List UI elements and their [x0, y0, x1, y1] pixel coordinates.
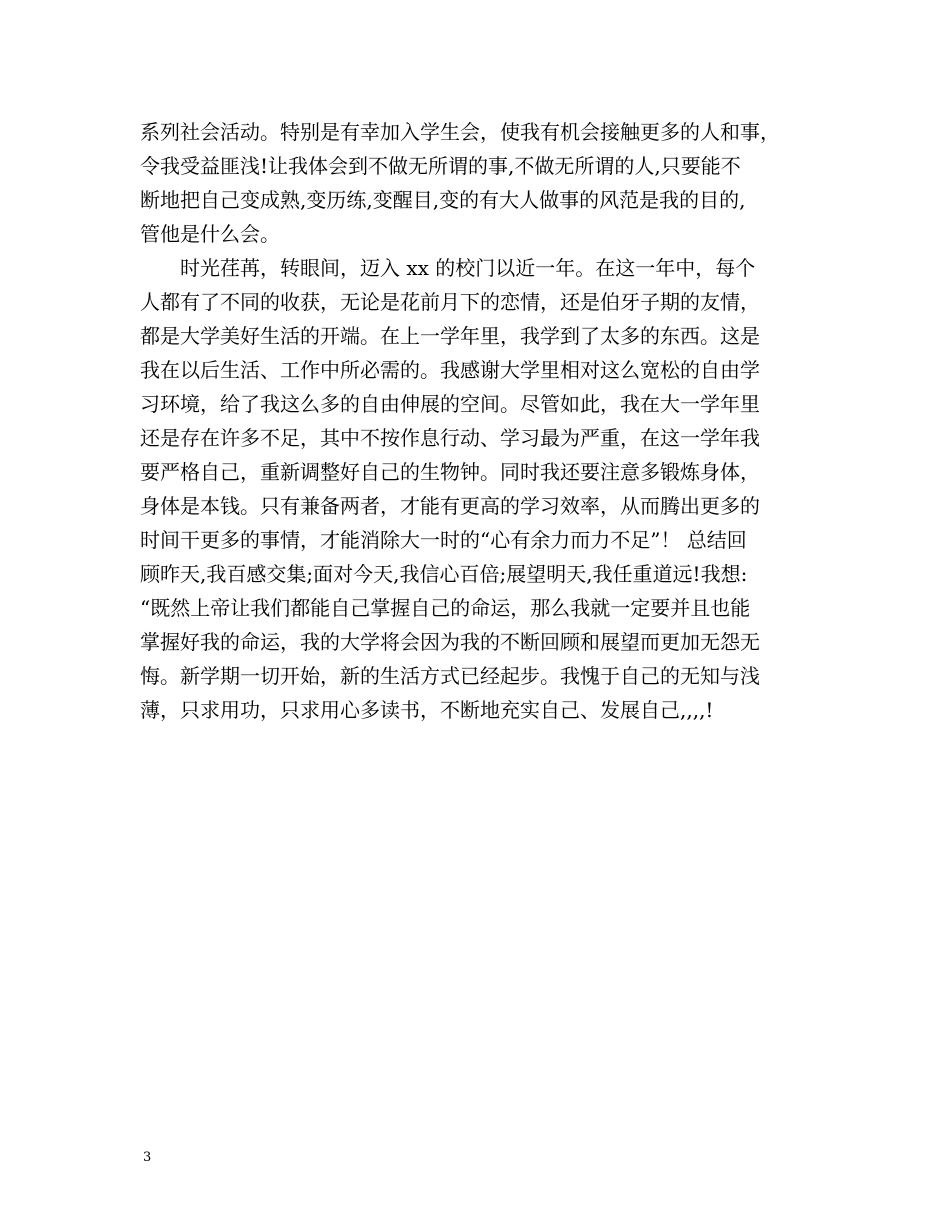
text-line: 人都有了不同的收获，无论是花前月下的恋情，还是伯牙子期的友情，: [140, 290, 760, 314]
text-line: 都是大学美好生活的开端。在上一学年里，我学到了太多的东西。这是: [140, 324, 760, 348]
text-line: 我在以后生活、工作中所必需的。我感谢大学里相对这么宽松的自由学: [140, 358, 760, 382]
text-line: 薄，只求用功，只求用心多读书，不断地充实自己、发展自己,,,,!: [140, 698, 714, 722]
text-line: 掌握好我的命运，我的大学将会因为我的不断回顾和展望而更加无怨无: [140, 630, 760, 654]
text-line: 身体是本钱。只有兼备两者，才能有更高的学习效率，从而腾出更多的: [140, 494, 760, 518]
text-line: 管他是什么会。: [140, 222, 280, 246]
page-number: 3: [143, 1150, 152, 1165]
text-line: 还是存在许多不足，其中不按作息行动、学习最为严重，在这一学年我: [140, 426, 760, 450]
text-line: 时间干更多的事情，才能消除大一时的“心有余力而力不足”！ 总结回: [140, 528, 747, 552]
text-line: 习环境，给了我这么多的自由伸展的空间。尽管如此，我在大一学年里: [140, 392, 760, 416]
text-line: 系列社会活动。特别是有幸加入学生会，使我有机会接触更多的人和事，: [140, 120, 780, 144]
body-text: [140, 115, 840, 727]
paragraph-start-line: 时光荏苒，转眼间，迈入 xx 的校门以近一年。在这一年中，每个: [140, 256, 756, 280]
text-line: 令我受益匪浅!让我体会到不做无所谓的事,不做无所谓的人,只要能不: [140, 154, 741, 178]
text-line: “既然上帝让我们都能自己掌握自己的命运，那么我就一定要并且也能: [140, 596, 751, 620]
text-line: 悔。新学期一切开始，新的生活方式已经起步。我愧于自己的无知与浅: [140, 664, 760, 688]
text-line: 顾昨天,我百感交集;面对今天,我信心百倍;展望明天,我任重道远!我想:: [140, 562, 748, 586]
text-line: 要严格自己，重新调整好自己的生物钟。同时我还要注意多锻炼身体，: [140, 460, 760, 484]
text-line: 断地把自己变成熟,变历练,变醒目,变的有大人做事的风范是我的目的,: [140, 188, 746, 212]
